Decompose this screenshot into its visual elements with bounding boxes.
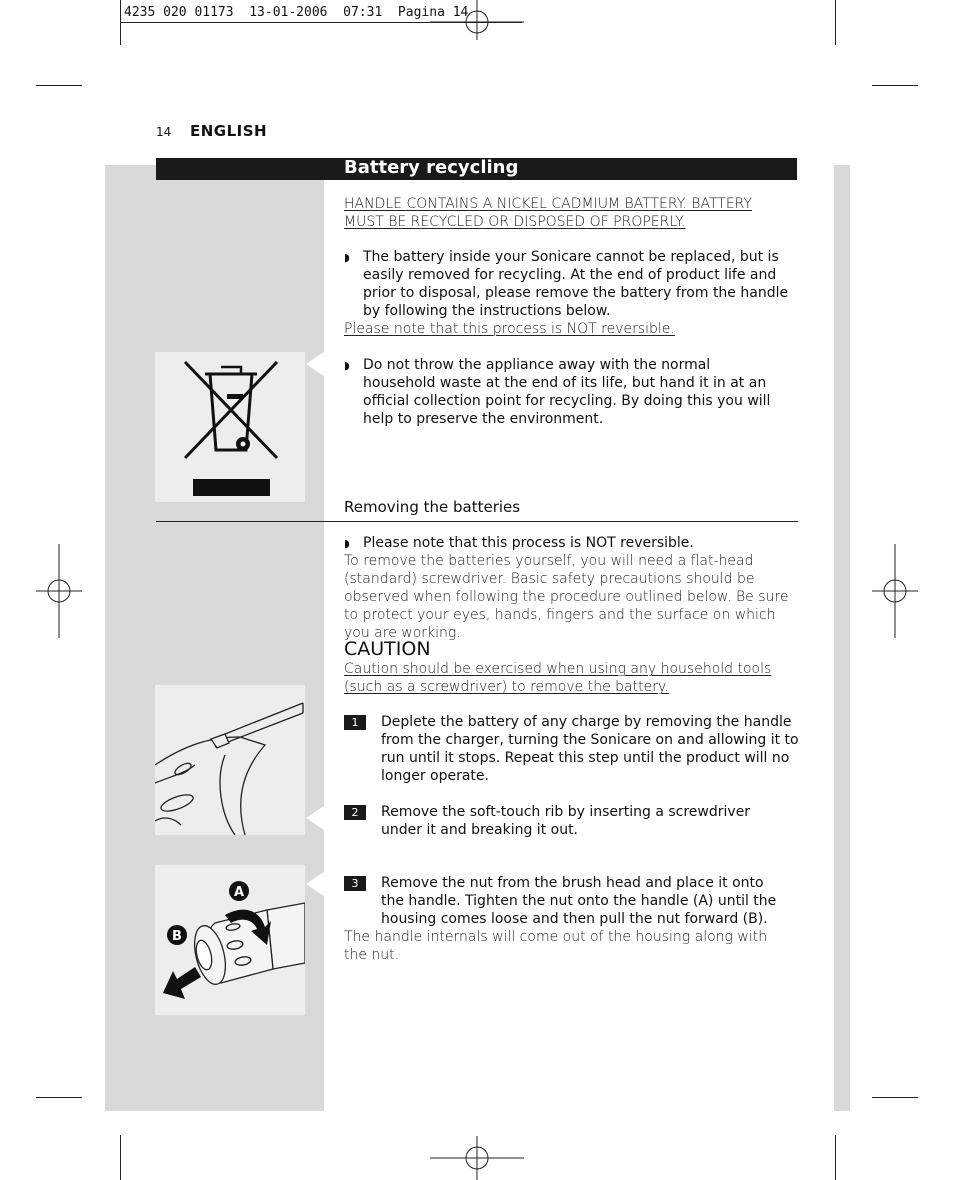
bullet-marker: ◗: [344, 359, 350, 372]
battery-warning: HANDLE CONTAINS A NICKEL CADMIUM BATTERY. BATTERY MUST BE RECYCLED OR DISPOSED OF PROPERLY.: [344, 196, 753, 230]
caution-heading: CAUTION: [344, 638, 431, 660]
crop-mark: [835, 1135, 836, 1180]
nut-figure: [155, 865, 305, 1015]
registration-mark-bottom: [430, 1136, 524, 1180]
page-number: 14: [156, 125, 172, 139]
crop-mark: [120, 0, 121, 45]
screwdriver-figure: [155, 685, 305, 835]
language-label: ENGLISH: [190, 122, 268, 140]
subheading-rule: [156, 521, 798, 522]
recycling-figure: [155, 352, 305, 502]
screwdriver-illustration: [155, 685, 305, 835]
label-b: B: [172, 929, 182, 944]
step-text: Remove the nut from the brush head and place it onto the handle. Tighten the nut onto the handle (A) until the housing comes loose and then pull the nut forward (B).: [381, 875, 777, 927]
registration-mark-left: [36, 544, 82, 638]
bullet-marker: ◗: [344, 251, 350, 264]
section-title: Battery recycling: [344, 157, 519, 178]
crop-mark: [835, 0, 836, 45]
right-gray-strip: [834, 165, 850, 1111]
step-number: 1: [344, 715, 366, 730]
step-number: 3: [344, 876, 366, 891]
crop-mark: [872, 1097, 918, 1098]
registration-mark-right: [872, 544, 918, 638]
irreversible-note: Please note that this process is NOT reversible.: [344, 321, 675, 337]
figure-pointer: [306, 806, 324, 830]
brush-head-nut-illustration: [155, 865, 305, 1015]
bullet-marker: ◗: [344, 537, 350, 550]
subheading: Removing the batteries: [344, 498, 521, 516]
print-header: 4235 020 01173 13-01-2006 07:31 Pagina 14: [124, 5, 469, 20]
step-text: Remove the soft-touch rib by inserting a screwdriver under it and breaking it out.: [381, 804, 751, 838]
final-note: The handle internals will come out of the housing along with the nut.: [344, 929, 768, 963]
step-text: Deplete the battery of any charge by removing the handle from the charger, turning the Sonicare on and allowing it to run until it stops. Repeat this step until the product will no longer operate.: [381, 714, 799, 784]
figure-pointer: [306, 352, 324, 376]
crop-mark: [36, 85, 82, 86]
bullet-text: The battery inside your Sonicare cannot be replaced, but is easily removed for recycling. At the end of product life and prior to disposal, please remove the battery from the handle by following the instructions below.: [363, 249, 789, 319]
bullet-text: Do not throw the appliance away with the normal household waste at the end of its life, but hand it in at an official collection point for recycling. By doing this you will help to preserve the environment.: [363, 357, 771, 427]
registration-mark-top: [430, 0, 524, 40]
figure-pointer: [306, 872, 324, 896]
intro-paragraph: To remove the batteries yourself, you will need a flat-head (standard) screwdriver. Basic safety precautions should be observed when following the procedure outlined below. Be sure to protect your eyes, hands, fingers and the surface on which you are working.: [344, 553, 789, 641]
crossed-out-wheelie-bin-icon: [155, 352, 305, 502]
crop-mark: [36, 1097, 82, 1098]
bullet-text: Please note that this process is NOT reversible.: [363, 535, 694, 551]
crop-mark: [872, 85, 918, 86]
caution-text: Caution should be exercised when using any household tools (such as a screwdriver) to remove the battery.: [344, 661, 772, 695]
crop-mark: [120, 1135, 121, 1180]
step-number: 2: [344, 805, 366, 820]
label-a: A: [233, 885, 245, 900]
